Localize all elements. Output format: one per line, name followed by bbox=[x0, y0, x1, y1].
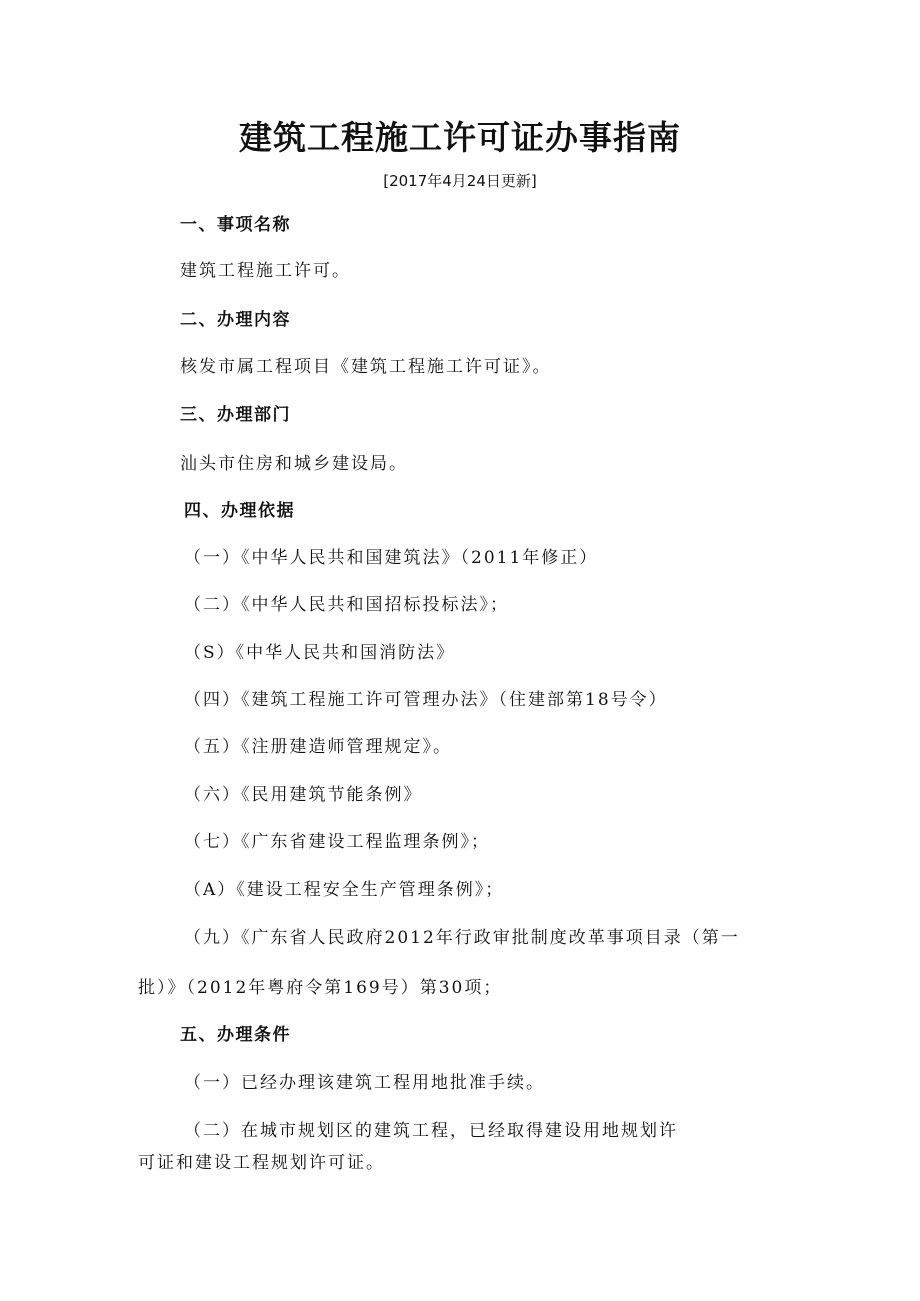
section-heading-conditions: 五、办理条件 bbox=[180, 1025, 291, 1045]
document-title: 建筑工程施工许可证办事指南 bbox=[239, 118, 681, 157]
section-heading-department: 三、办理部门 bbox=[180, 405, 291, 425]
section-paragraph: 建筑工程施工许可。 bbox=[180, 261, 351, 281]
list-item: （一）已经办理该建筑工程用地批准手续。 bbox=[184, 1073, 545, 1093]
section-paragraph: 核发市属工程项目《建筑工程施工许可证》。 bbox=[180, 357, 552, 377]
list-item: （A）《建设工程安全生产管理条例》； bbox=[184, 880, 505, 900]
update-date: [2017年4月24日更新] bbox=[383, 172, 537, 190]
list-item: （二）在城市规划区的建筑工程，已经取得建设用地规划许 bbox=[184, 1121, 678, 1141]
section-paragraph: 汕头市住房和城乡建设局。 bbox=[180, 454, 408, 474]
section-heading-item-name: 一、事项名称 bbox=[180, 215, 291, 235]
list-item: （五）《注册建造师管理规定》。 bbox=[184, 737, 452, 757]
section-heading-basis: 四、办理依据 bbox=[184, 501, 295, 521]
list-item-continuation: 批）》（2012年粤府令第169号）第30项； bbox=[138, 978, 503, 998]
list-item: （四）《建筑工程施工许可管理办法》（住建部第18号令） bbox=[184, 690, 668, 710]
list-item: （六）《民用建筑节能条例》 bbox=[184, 785, 423, 805]
list-item: （一）《中华人民共和国建筑法》（2011年修正） bbox=[184, 548, 599, 568]
list-item: （二）《中华人民共和国招标投标法》； bbox=[184, 595, 509, 615]
list-item-continuation: 可证和建设工程规划许可证。 bbox=[138, 1153, 385, 1173]
section-heading-content: 二、办理内容 bbox=[180, 310, 291, 330]
list-item: （九）《广东省人民政府2012年行政审批制度改革事项目录（第一 bbox=[184, 928, 740, 948]
list-item: （S）《中华人民共和国消防法》 bbox=[184, 643, 456, 663]
list-item: （七）《广东省建设工程监理条例》； bbox=[184, 832, 490, 852]
